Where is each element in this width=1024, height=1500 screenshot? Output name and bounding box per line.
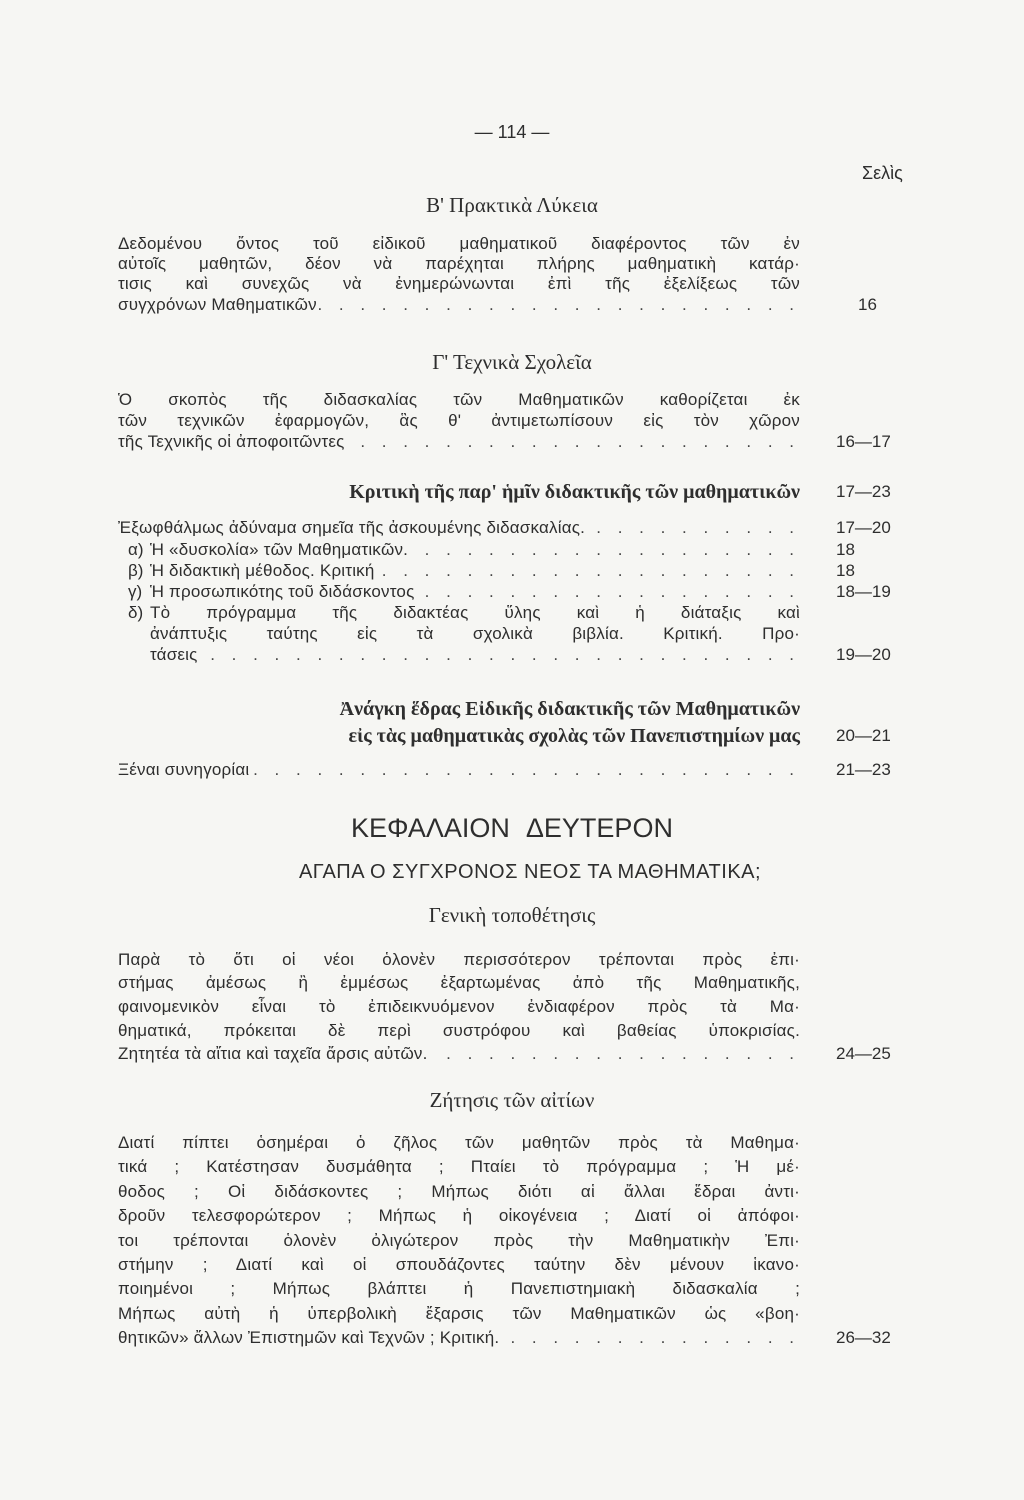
- toc-line: [150, 540, 800, 560]
- toc-line: τῶν τεχνικῶν ἐφαρμογῶν, ἃς θ' ἀντιμετωπίσουν εἰς τὸν χῶρον: [118, 411, 800, 430]
- toc-line-text: Ζητητέα τὰ αἴτια καὶ ταχεῖα ἄρσις αὐτῶν.: [118, 1044, 428, 1063]
- page-ref: 18—19: [836, 582, 891, 601]
- toc-line: στήμας ἀμέσως ἢ ἐμμέσως ἐξαρτωμένας ἀπὸ τῆς Μαθηματικῆς,: [118, 973, 800, 992]
- toc-line: Διατί πίπτει ὁσημέραι ὁ ζῆλος τῶν μαθητῶν πρὸς τὰ Μαθημα·: [118, 1133, 800, 1152]
- page-ref: 17—23: [836, 482, 891, 501]
- page-ref: 21—23: [836, 760, 891, 779]
- dot-leader: [585, 518, 800, 538]
- toc-line: [118, 432, 800, 452]
- toc-line: [118, 295, 800, 315]
- section-heading: Ἀνάγκη ἕδρας Εἰδικῆς διδακτικῆς τῶν Μαθηματικῶν: [339, 698, 800, 720]
- pages-column-label: Σελὶς: [862, 163, 903, 183]
- toc-line: θηματικά, πρόκειται δὲ περὶ συστρόφου καὶ βαθείας ὑποκρισίας.: [118, 1021, 800, 1040]
- toc-line: [118, 760, 800, 780]
- dot-leader: [317, 295, 800, 315]
- dot-leader: [499, 1328, 800, 1348]
- section-heading: Γενικὴ τοποθέτησις: [428, 903, 596, 927]
- dot-leader: [345, 432, 800, 452]
- toc-line: Μήπως αὐτὴ ἡ ὑπερβολικὴ ἔξαρσις τῶν Μαθηματικῶν ὡς «βοη·: [118, 1304, 800, 1323]
- toc-line: Ὁ σκοπὸς τῆς διδασκαλίας τῶν Μαθηματικῶν καθορίζεται ἐκ: [118, 390, 800, 409]
- toc-line-text: τάσεις: [150, 645, 198, 664]
- toc-line: ποιημένοι ; Μήπως βλάπτει ἡ Πανεπιστημιακὴ διδασκαλία ;: [118, 1279, 800, 1298]
- page-ref: 19—20: [836, 645, 891, 664]
- page-number: — 114 —: [474, 122, 550, 142]
- toc-line: Τὸ πρόγραμμα τῆς διδακτέας ὕλης καὶ ἡ διάταξις καὶ: [150, 603, 800, 622]
- toc-line: Δεδομένου ὄντος τοῦ εἰδικοῦ μαθηματικοῦ διαφέροντος τῶν ἐν: [118, 234, 800, 253]
- page-ref: 18: [836, 540, 855, 559]
- toc-line-text: τῆς Τεχνικῆς οἱ ἀποφοιτῶντες: [118, 432, 345, 451]
- toc-line: [118, 1328, 800, 1348]
- section-heading: Γ' Τεχνικὰ Σχολεῖα: [432, 350, 592, 374]
- toc-line: τισις καὶ συνεχῶς νὰ ἐνημερώνωνται ἐπὶ τῆς ἐξελίξεως τῶν: [118, 274, 800, 293]
- toc-line: τικά ; Κατέστησαν δυσμάθητα ; Πταίει τὸ πρόγραμμα ; Ἡ μέ·: [118, 1157, 800, 1176]
- dot-leader: [249, 760, 800, 780]
- item-label: α): [128, 540, 144, 559]
- section-heading: Ζήτησις τῶν αἰτίων: [429, 1088, 595, 1112]
- dot-leader: [375, 561, 800, 581]
- page-ref: 17—20: [836, 518, 891, 537]
- toc-line: ἀνάπτυξις ταύτης εἰς τὰ σχολικὰ βιβλία. Κριτική. Προ·: [150, 624, 800, 643]
- chapter-subtitle: ΑΓΑΠΑ Ο ΣΥΓΧΡΟΝΟΣ ΝΕΟΣ ΤΑ ΜΑΘΗΜΑΤΙΚΑ;: [298, 861, 762, 883]
- dot-leader: [408, 540, 800, 560]
- chapter-title: ΚΕΦΑΛΑΙΟΝ ΔΕΥΤΕΡΟΝ: [351, 813, 673, 843]
- toc-line: [150, 582, 800, 602]
- toc-line-text: θητικῶν» ἄλλων Ἐπιστημῶν καὶ Τεχνῶν ; Κριτική.: [118, 1328, 500, 1347]
- toc-line: Παρὰ τὸ ὅτι οἱ νέοι ὁλονὲν περισσότερον τρέπονται πρὸς ἐπι·: [118, 950, 800, 969]
- toc-line: θοδος ; Οἱ διδάσκοντες ; Μήπως διότι αἱ ἄλλαι ἕδραι ἀντι·: [118, 1182, 800, 1201]
- dot-leader: [414, 582, 800, 602]
- toc-line-text: Ἡ «δυσκολία» τῶν Μαθηματικῶν.: [150, 540, 409, 559]
- dot-leader: [198, 645, 800, 665]
- page-ref: 16—17: [836, 432, 891, 451]
- page-ref: 18: [836, 561, 855, 580]
- page-ref: 24—25: [836, 1044, 891, 1063]
- toc-line: τοι τρέπονται ὁλονὲν ὀλιγώτερον πρὸς τὴν Μαθηματικὴν Ἐπι·: [118, 1231, 800, 1250]
- toc-line-text: συγχρόνων Μαθηματικῶν: [118, 295, 317, 314]
- dot-leader: [428, 1044, 800, 1064]
- toc-line-text: Ἡ διδακτικὴ μέθοδος. Κριτική: [150, 561, 375, 580]
- section-heading: εἰς τὰς μαθηματικὰς σχολὰς τῶν Πανεπιστημίων μας: [348, 725, 800, 747]
- page-ref: 26—32: [836, 1328, 891, 1347]
- toc-line: δροῦν τελεσφορώτερον ; Μήπως ἡ οἰκογένεια ; Διατί οἱ ἀπόφοι·: [118, 1206, 800, 1225]
- item-label: γ): [128, 582, 143, 601]
- section-heading: Β' Πρακτικὰ Λύκεια: [426, 193, 598, 217]
- toc-line: φαινομενικὸν εἶναι τὸ ἐπιδεικνυόμενον ἐνδιαφέρον πρὸς τὰ Μα·: [118, 997, 800, 1016]
- toc-line: [118, 1044, 800, 1064]
- item-label: δ): [128, 603, 144, 622]
- item-label: β): [128, 561, 144, 580]
- toc-line: [150, 561, 800, 581]
- toc-line-text: Ξέναι συνηγορίαι: [118, 760, 250, 779]
- page-ref: 20—21: [836, 726, 891, 745]
- section-heading: Κριτικὴ τῆς παρ' ἡμῖν διδακτικῆς τῶν μαθηματικῶν: [349, 481, 800, 503]
- toc-line: [150, 645, 800, 665]
- toc-line: στήμην ; Διατί καὶ οἱ σπουδάζοντες ταύτην δὲν μένουν ἱκανο·: [118, 1255, 800, 1274]
- toc-line: αὐτοῖς μαθητῶν, δέον νὰ παρέχηται πλήρης μαθηματικὴ κατάρ·: [118, 254, 800, 273]
- toc-line-text: Ἡ προσωπικότης τοῦ διδάσκοντος: [150, 582, 415, 601]
- page-ref: 16: [858, 295, 877, 314]
- toc-line-text: Ἐξωφθάλμως ἀδύναμα σημεῖα τῆς ἀσκουμένης διδασκαλίας.: [118, 518, 586, 537]
- toc-line: [118, 518, 800, 538]
